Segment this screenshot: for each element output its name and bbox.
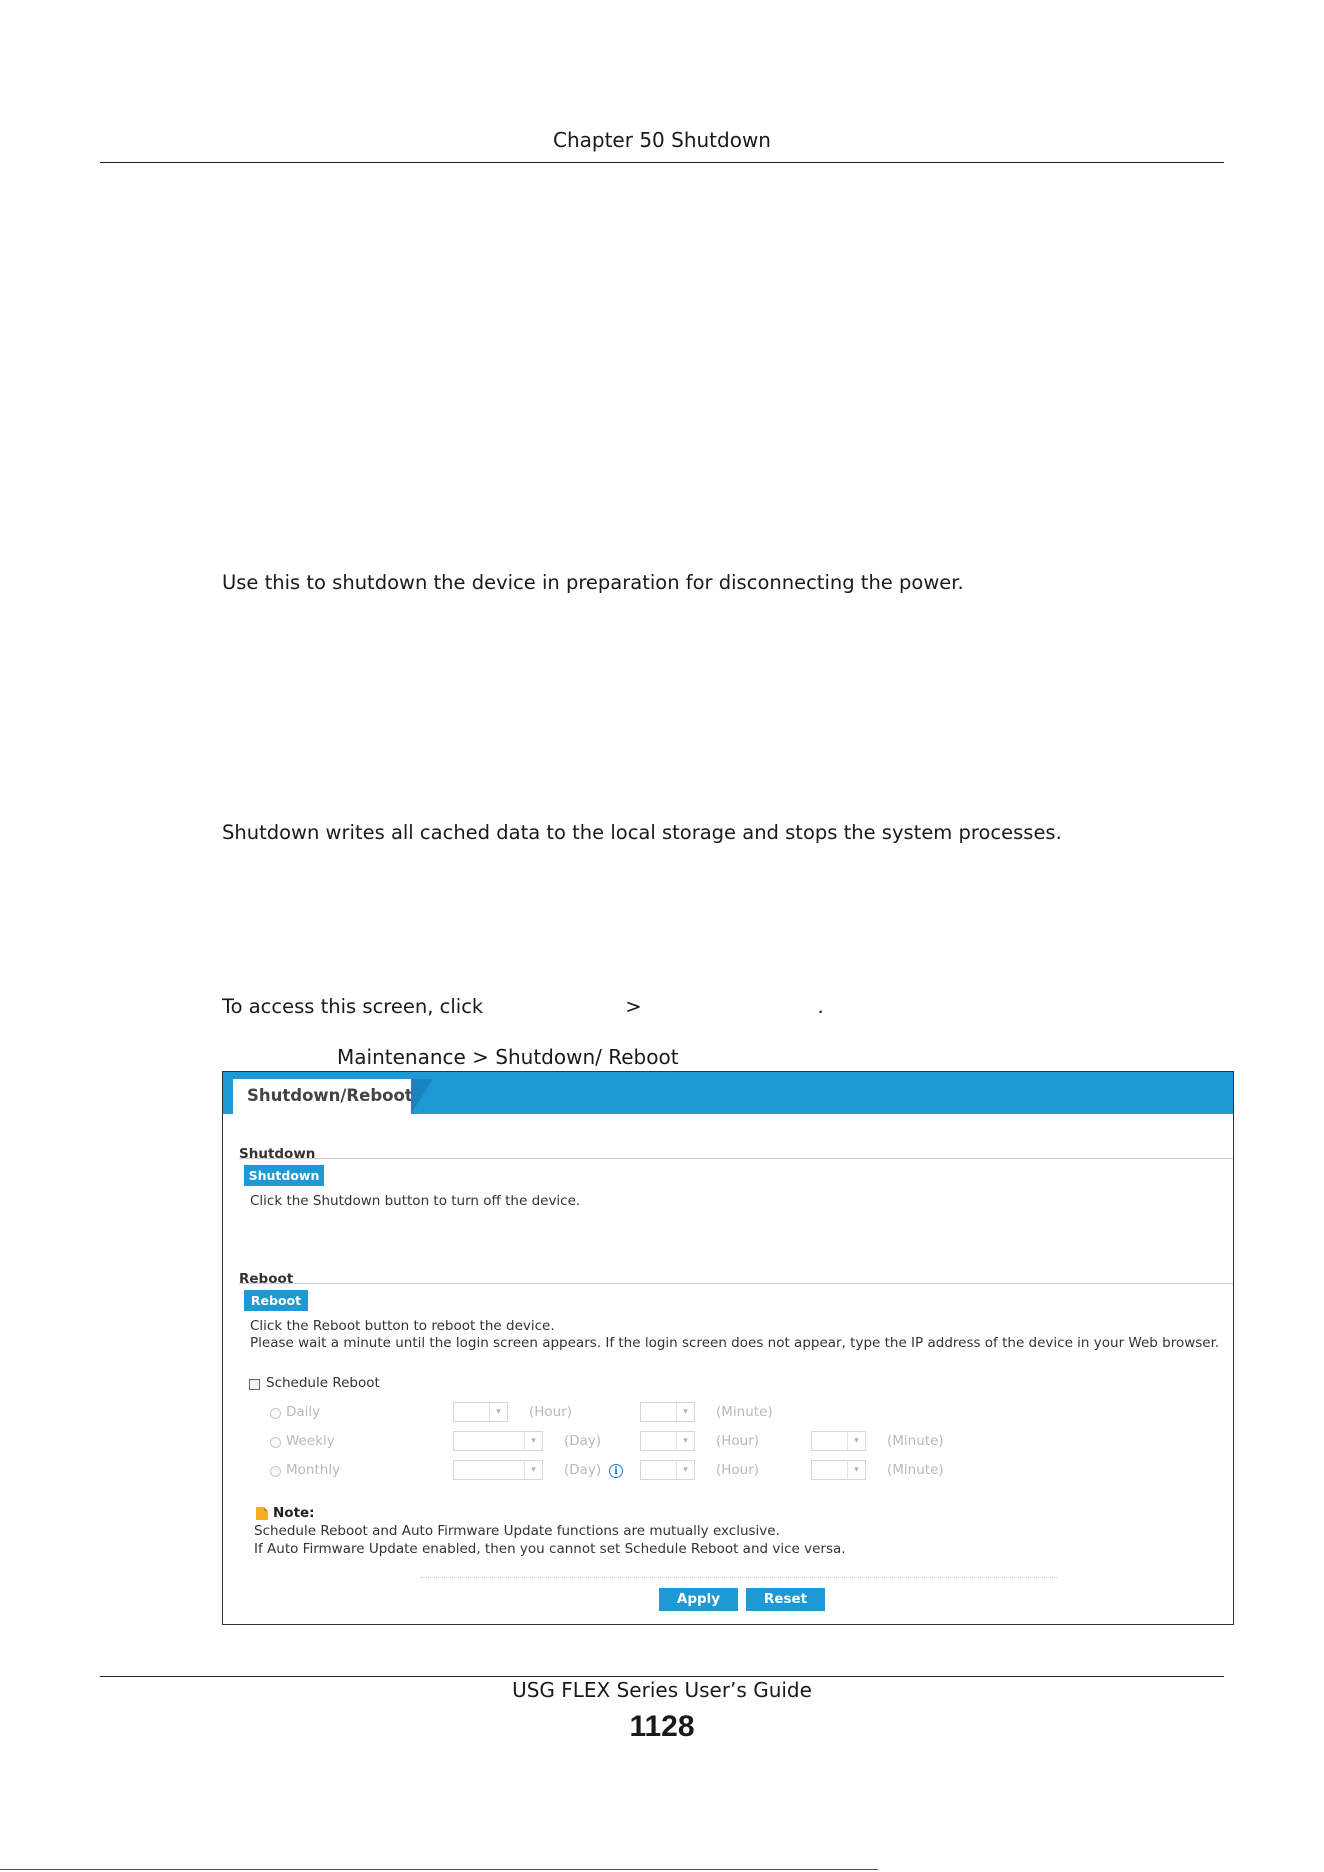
chevron-down-icon: ▾ [676,1403,694,1421]
footer-rule [100,1676,1224,1677]
reboot-section-divider [239,1283,1233,1284]
shutdown-reboot-screen [222,1071,1234,1625]
monthly-day-unit: (Day) [564,1462,602,1478]
access-text: To access this screen, click [222,995,484,1018]
access-separator: > [625,995,642,1018]
monthly-minute-select[interactable] [811,1460,866,1480]
figure-caption: Maintenance > Shutdown/ Reboot [337,1045,679,1069]
schedule-reboot-label: Schedule Reboot [266,1375,380,1391]
chevron-down-icon: ▾ [524,1461,542,1479]
schedule-reboot-checkbox[interactable] [249,1379,260,1390]
weekly-hour-select[interactable] [640,1431,695,1451]
chevron-down-icon: ▾ [489,1403,507,1421]
monthly-day-select[interactable] [453,1460,543,1480]
daily-hour-select[interactable] [453,1402,508,1422]
weekly-minute-select[interactable] [811,1431,866,1451]
shutdown-section-divider [239,1158,1233,1159]
weekly-label: Weekly [286,1433,335,1449]
chevron-down-icon: ▾ [847,1432,865,1450]
info-icon[interactable]: i [609,1464,623,1478]
weekly-day-unit: (Day) [564,1433,602,1449]
shutdown-help-text: Click the Shutdown button to turn off the device. [250,1193,581,1209]
intro-paragraph: Use this to shutdown the device in preparation for disconnecting the power. [222,571,964,594]
daily-label: Daily [286,1404,321,1420]
chapter-header: Chapter 50 Shutdown [553,128,771,152]
bottom-edge-line [0,1869,878,1870]
access-paragraph [222,995,824,1018]
chevron-down-icon: ▾ [524,1432,542,1450]
shutdown-button[interactable]: Shutdown [244,1165,324,1186]
daily-minute-unit: (Minute) [716,1404,773,1420]
weekly-day-select[interactable] [453,1431,543,1451]
reboot-wait-text: Please wait a minute until the login screen appears. If the login screen does not appear, type the IP address of the device in your Web browser. [250,1335,1220,1351]
note-line-1: Schedule Reboot and Auto Firmware Update functions are mutually exclusive. [254,1523,780,1539]
daily-radio[interactable] [270,1408,281,1419]
weekly-radio[interactable] [270,1437,281,1448]
monthly-minute-unit: (Minute) [887,1462,944,1478]
monthly-label: Monthly [286,1462,341,1478]
shutdown-section-title: Shutdown [239,1146,316,1162]
chevron-down-icon: ▾ [676,1432,694,1450]
header-rule [100,162,1224,163]
monthly-hour-unit: (Hour) [716,1462,760,1478]
page-number: 1128 [629,1710,695,1743]
reboot-section-title: Reboot [239,1271,294,1287]
shutdown-paragraph: Shutdown writes all cached data to the local storage and stops the system processes. [222,821,1062,844]
footer-guide-title: USG FLEX Series User’s Guide [512,1678,812,1702]
chevron-down-icon: ▾ [676,1461,694,1479]
monthly-hour-select[interactable] [640,1460,695,1480]
tab-shutdown-reboot[interactable]: Shutdown/Reboot [233,1079,411,1114]
reboot-help-text: Click the Reboot button to reboot the device. [250,1318,555,1334]
weekly-hour-unit: (Hour) [716,1433,760,1449]
form-divider [421,1577,1057,1578]
apply-button[interactable]: Apply [659,1588,738,1611]
note-line-2: If Auto Firmware Update enabled, then you cannot set Schedule Reboot and vice versa. [254,1541,846,1557]
note-icon [256,1507,268,1520]
monthly-radio[interactable] [270,1466,281,1477]
reset-button[interactable]: Reset [746,1588,825,1611]
chevron-down-icon: ▾ [847,1461,865,1479]
tab-slant [411,1079,433,1114]
reboot-button[interactable]: Reboot [244,1290,308,1311]
weekly-minute-unit: (Minute) [887,1433,944,1449]
daily-hour-unit: (Hour) [529,1404,573,1420]
note-title: Note: [273,1505,315,1521]
access-period: . [817,995,824,1018]
daily-minute-select[interactable] [640,1402,695,1422]
